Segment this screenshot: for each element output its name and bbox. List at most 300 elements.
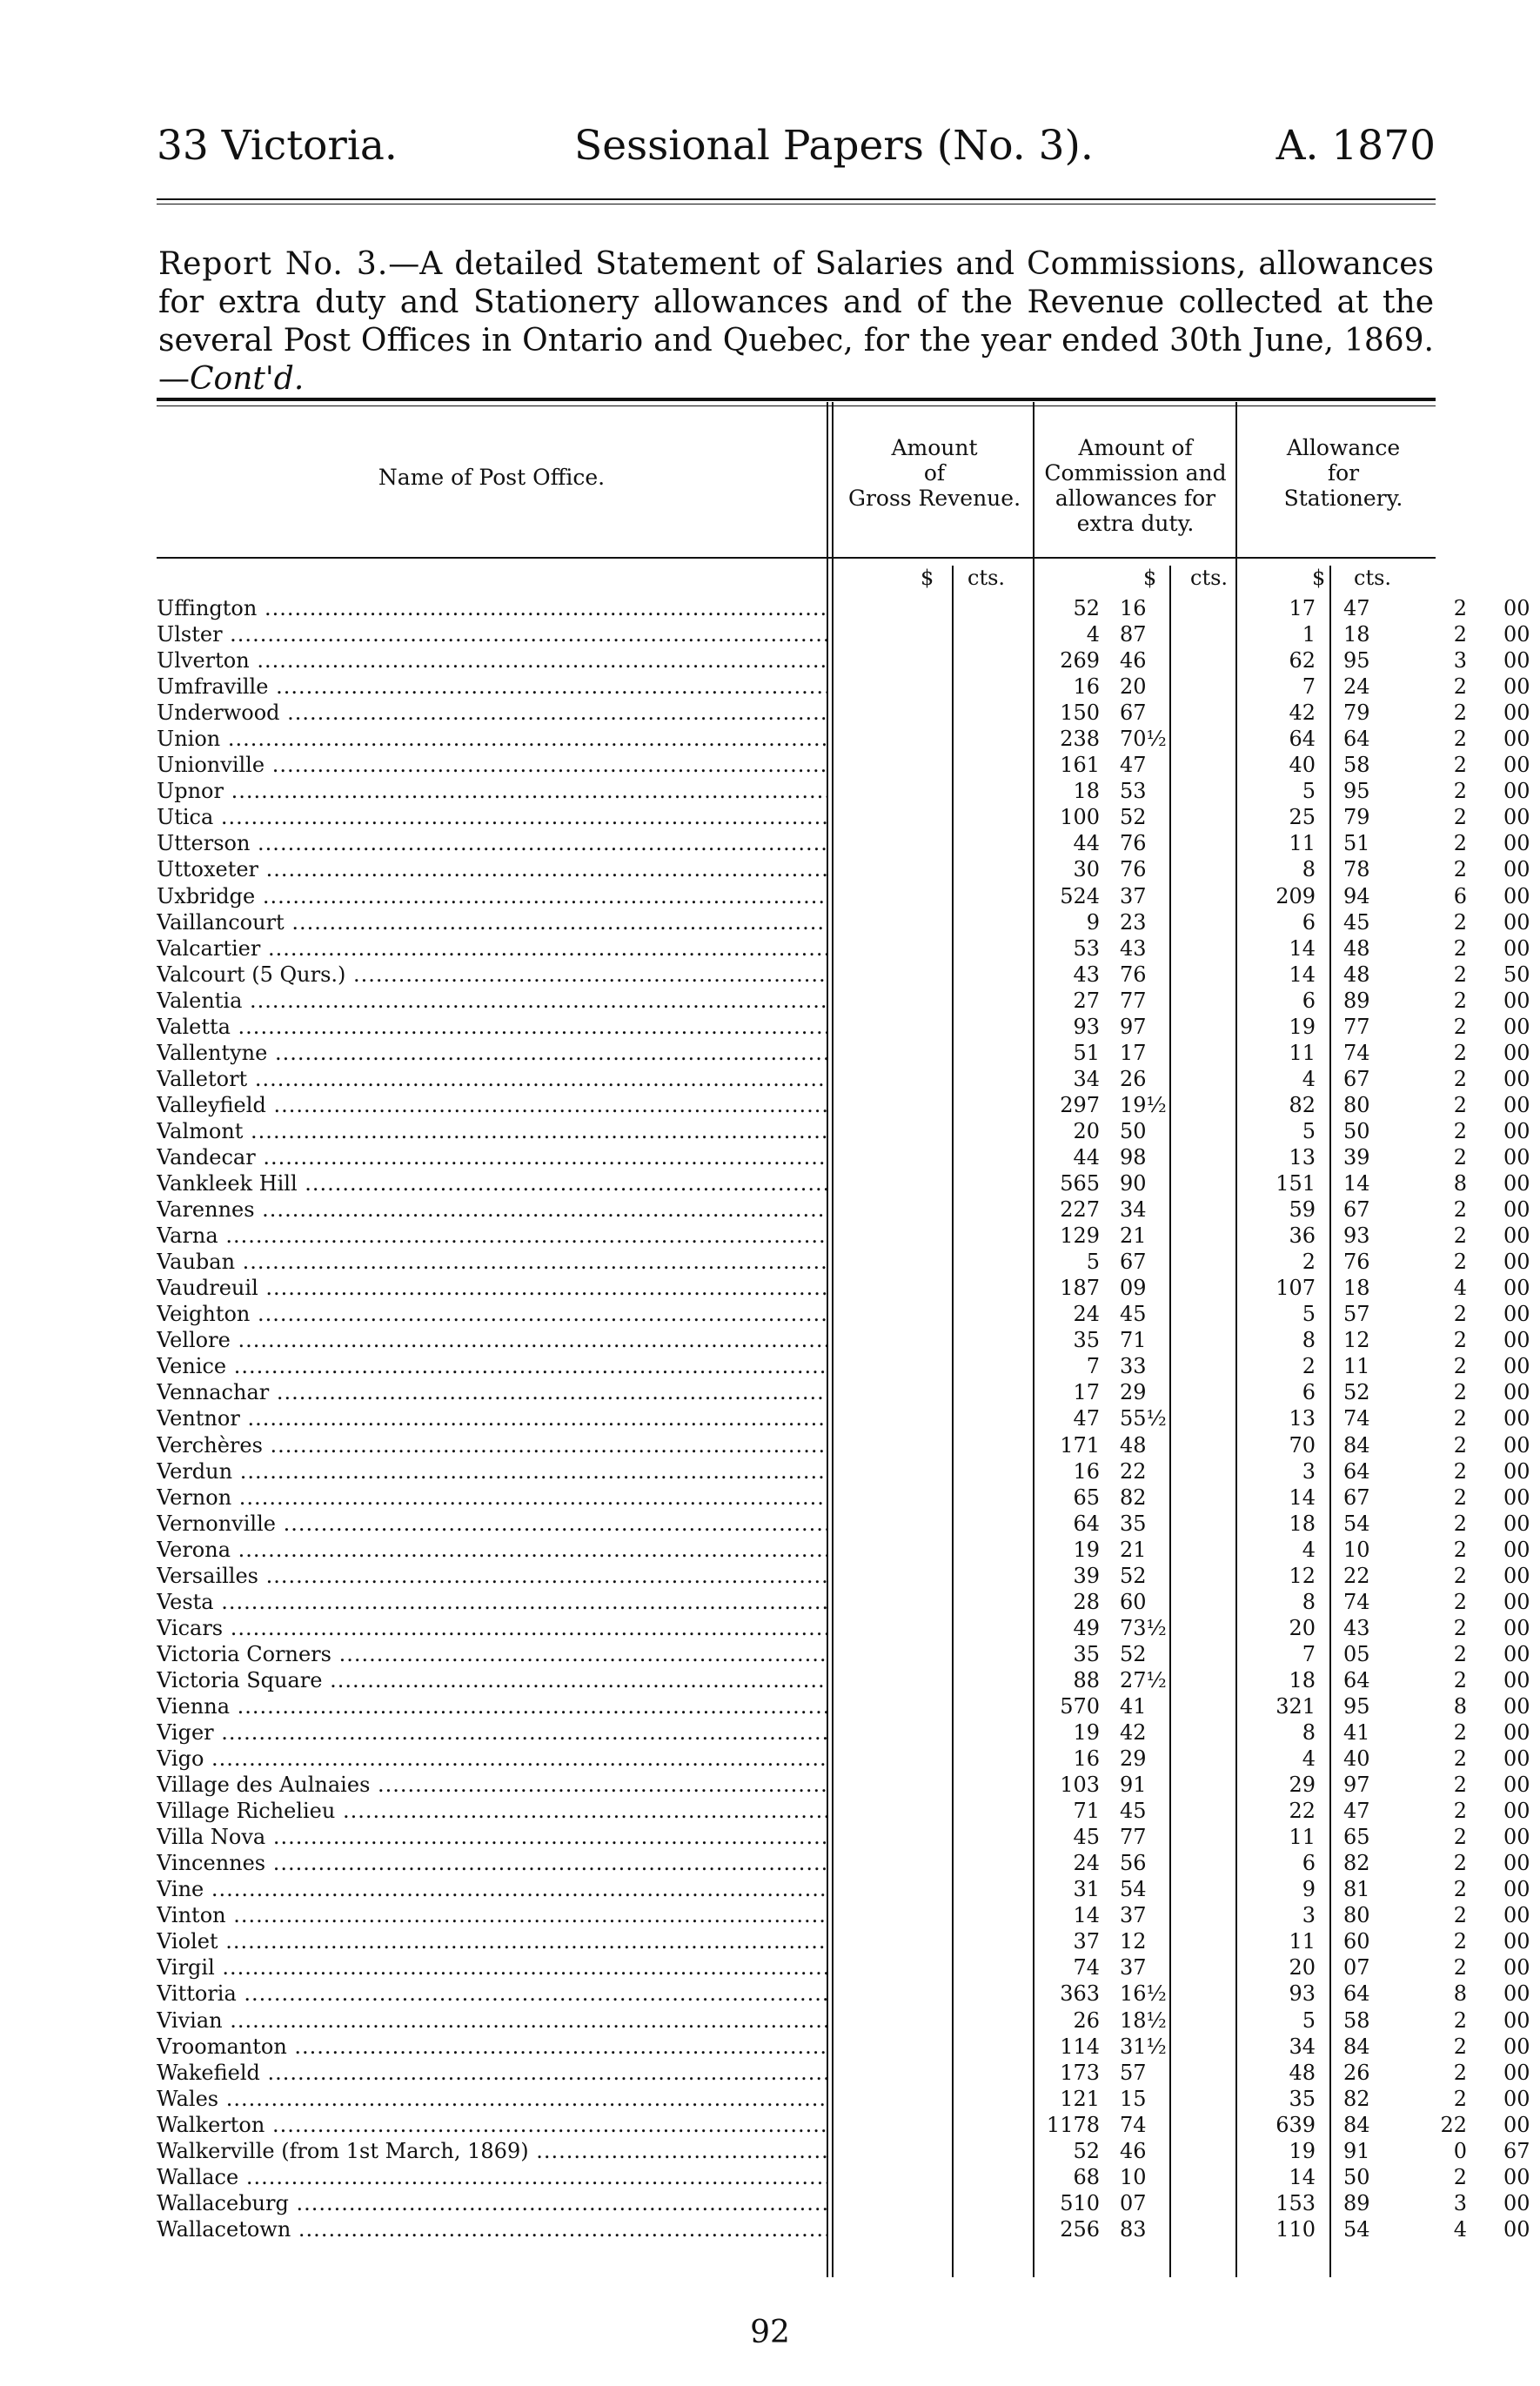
stationery-dollars: 2 [1453,1066,1467,1091]
gross-revenue-dollars: 93 [1073,1014,1100,1039]
gross-revenue-dollars: 187 [1060,1276,1100,1301]
post-office-name: Varna ..... [157,1223,828,1249]
commission-cents: 80 [1343,1903,1370,1928]
stationery-cents: 00 [1503,1851,1530,1876]
stationery-cents: 00 [1503,857,1530,882]
commission-cents: 11 [1343,1354,1370,1379]
post-office-name: Wallace ..... [157,2164,828,2190]
commission-cents: 64 [1343,1667,1370,1692]
commission-cents: 14 [1343,1171,1370,1196]
revenue-dollar-label: $ [921,566,934,590]
stationery-cents: 00 [1503,2216,1530,2242]
table-row [157,647,1530,674]
gross-revenue-dollars: 35 [1073,1641,1100,1666]
commission-cents: 95 [1343,648,1370,674]
commission-dollars: 36 [1289,1223,1316,1249]
commission-cents: 40 [1343,1746,1370,1772]
commission-dollars: 107 [1276,1276,1316,1301]
gross-revenue-dollars: 173 [1060,2060,1100,2085]
stationery-dollars: 2 [1453,700,1467,726]
commission-dollars: 14 [1289,935,1316,961]
stationery-cents: 00 [1503,1981,1530,2007]
commission-dollars: 110 [1276,2216,1316,2242]
gross-revenue-dollars: 7 [1086,1354,1100,1379]
stationery-dollars: 2 [1453,1328,1467,1353]
stationery-dollars: 2 [1453,1144,1467,1170]
running-head-left: 33 Victoria. [157,122,398,170]
commission-dollars: 8 [1302,1328,1316,1353]
gross-revenue-dollars: 510 [1060,2190,1100,2215]
commission-dollars: 62 [1289,648,1316,674]
post-office-name: Vroomanton ..... [157,2034,828,2060]
post-office-name: Vennachar ..... [157,1379,828,1405]
commission-dollars: 4 [1302,1066,1316,1091]
table-row [157,1170,1530,1196]
commission-cents: 58 [1343,753,1370,778]
stationery-cents: 00 [1503,596,1530,620]
gross-revenue-dollars: 5 [1086,1250,1100,1275]
table-row [157,1014,1530,1040]
gross-revenue-dollars: 52 [1073,596,1100,620]
table-row [157,1066,1530,1092]
gross-revenue-cents: 91 [1120,1773,1147,1798]
stationery-dollars: 0 [1453,2138,1467,2163]
commission-dollars: 35 [1289,2086,1316,2111]
post-office-name: Vinton ..... [157,1902,828,1928]
commission-dollars: 639 [1276,2112,1316,2137]
commission-cents: 89 [1343,2190,1370,2215]
stationery-dollars: 2 [1453,779,1467,804]
gross-revenue-cents: 35 [1120,1511,1147,1536]
header-gross-line: Gross Revenue. [847,486,1021,511]
commission-cents: 91 [1343,2138,1370,2163]
stationery-dollars: 2 [1453,1667,1467,1692]
stationery-cents: 00 [1503,1328,1530,1353]
table-row [157,621,1530,647]
gross-revenue-cents: 41 [1120,1693,1147,1719]
gross-revenue-dollars: 71 [1073,1799,1100,1824]
stationery-dollars: 2 [1453,1197,1467,1223]
gross-revenue-cents: 83 [1120,2216,1147,2242]
post-office-name: Valcartier ..... [157,935,828,962]
commission-dollars: 153 [1276,2190,1316,2215]
table-row [157,2034,1530,2060]
commission-dollars: 13 [1289,1144,1316,1170]
table-row [157,1432,1530,1458]
stationery-cents: 00 [1503,1406,1530,1431]
gross-revenue-dollars: 30 [1073,857,1100,882]
commission-cents: 82 [1343,2086,1370,2111]
stationery-dollars: 2 [1453,1223,1467,1249]
stationery-dollar-label: $ [1312,566,1326,590]
commission-cents: 12 [1343,1328,1370,1353]
post-office-name: Walkerton ..... [157,2112,828,2138]
commission-cents: 45 [1343,909,1370,935]
commission-dollars: 25 [1289,805,1316,830]
gross-revenue-dollars: 39 [1073,1563,1100,1588]
gross-revenue-dollars: 64 [1073,1511,1100,1536]
commission-dollars: 14 [1289,962,1316,987]
stationery-cents: 00 [1503,674,1530,700]
gross-revenue-cents: 73½ [1120,1615,1167,1640]
table-row [157,1092,1530,1118]
gross-revenue-dollars: 256 [1060,2216,1100,2242]
header-commission-line: extra duty. [1076,511,1195,536]
commission-dollars: 6 [1302,909,1316,935]
post-office-name: Uttoxeter ..... [157,856,828,882]
report-title [158,245,1434,399]
table-row [157,856,1530,882]
commission-dollars: 12 [1289,1563,1316,1588]
commission-cents: 54 [1343,2216,1370,2242]
stationery-dollars: 2 [1453,1929,1467,1954]
post-office-name: Vernonville ..... [157,1511,828,1537]
stationery-cents: 00 [1503,2112,1530,2137]
post-office-name: Varennes ..... [157,1196,828,1223]
post-office-name: Vesta ..... [157,1589,828,1615]
post-office-name: Vine ..... [157,1876,828,1902]
stationery-cents: 00 [1503,1693,1530,1719]
post-office-name: Valetta ..... [157,1014,828,1040]
commission-dollars: 4 [1302,1746,1316,1772]
report-label: Report No. 3. [158,246,389,282]
table-row [157,1798,1530,1824]
commission-dollars: 11 [1289,1040,1316,1065]
stationery-dollars: 2 [1453,1773,1467,1798]
gross-revenue-dollars: 20 [1073,1118,1100,1143]
stationery-cents: 00 [1503,935,1530,961]
commission-cents: 77 [1343,1014,1370,1039]
stationery-dollars: 2 [1453,1563,1467,1588]
stationery-cents: 00 [1503,1825,1530,1850]
stationery-cents: 00 [1503,831,1530,856]
commission-dollars: 209 [1276,883,1316,908]
stationery-dollars: 2 [1453,1537,1467,1562]
commission-cents: 51 [1343,831,1370,856]
commission-cents: 10 [1343,1537,1370,1562]
stationery-cents: 00 [1503,2086,1530,2111]
stationery-dollars: 2 [1453,1485,1467,1510]
stationery-dollars: 2 [1453,1014,1467,1039]
commission-cents: 05 [1343,1641,1370,1666]
commission-dollars: 19 [1289,2138,1316,2163]
gross-revenue-cents: 52 [1120,1563,1147,1588]
commission-dollars: 13 [1289,1406,1316,1431]
gross-revenue-dollars: 18 [1073,779,1100,804]
gross-revenue-cents: 29 [1120,1746,1147,1772]
commission-dollars: 6 [1302,1851,1316,1876]
gross-revenue-dollars: 227 [1060,1197,1100,1223]
stationery-cents: 00 [1503,1511,1530,1536]
commission-cents: 39 [1343,1144,1370,1170]
stationery-dollars: 2 [1453,1746,1467,1772]
gross-revenue-cents: 16 [1120,596,1147,620]
table-rule-top [157,398,1436,401]
stationery-cents: 00 [1503,1432,1530,1458]
commission-cents: 74 [1343,1589,1370,1614]
stationery-dollars: 2 [1453,805,1467,830]
commission-dollars: 3 [1302,1903,1316,1928]
commission-dollars: 8 [1302,1589,1316,1614]
gross-revenue-dollars: 65 [1073,1485,1100,1510]
gross-revenue-dollars: 68 [1073,2164,1100,2189]
gross-revenue-dollars: 1178 [1046,2112,1100,2137]
gross-revenue-cents: 67 [1120,700,1147,726]
gross-revenue-dollars: 24 [1073,1302,1100,1327]
table-row [157,752,1530,778]
post-office-name: Virgil ..... [157,1954,828,1981]
post-office-name: Vincennes ..... [157,1850,828,1876]
post-office-name: Underwood ..... [157,700,828,726]
gross-revenue-dollars: 37 [1073,1929,1100,1954]
commission-dollars: 20 [1289,1955,1316,1981]
stationery-cents: 00 [1503,2060,1530,2085]
commission-cents: 79 [1343,805,1370,830]
stationery-cents: 00 [1503,1171,1530,1196]
stationery-dollars: 2 [1453,1615,1467,1640]
stationery-cents: 00 [1503,1040,1530,1065]
commission-dollars: 19 [1289,1014,1316,1039]
stationery-cents: 00 [1503,700,1530,726]
header-commission-line: Amount of [1078,435,1193,460]
revenue-cents-label: cts. [968,566,1006,590]
table-row [157,1563,1530,1589]
table-row [157,674,1530,700]
commission-cents: 64 [1343,1458,1370,1484]
gross-revenue-cents: 46 [1120,2138,1147,2163]
commission-cents: 54 [1343,1511,1370,1536]
commission-dollars: 3 [1302,1458,1316,1484]
gross-revenue-cents: 17 [1120,1040,1147,1065]
gross-revenue-dollars: 4 [1086,622,1100,647]
gross-revenue-cents: 23 [1120,909,1147,935]
stationery-dollars: 2 [1453,1250,1467,1275]
gross-revenue-cents: 76 [1120,962,1147,987]
stationery-cents: 00 [1503,1302,1530,1327]
post-office-name: Vivian ..... [157,2007,828,2034]
gross-revenue-dollars: 16 [1073,1458,1100,1484]
gross-revenue-dollars: 171 [1060,1432,1100,1458]
table-row [157,2086,1530,2112]
commission-cents: 76 [1343,1250,1370,1275]
commission-dollars: 8 [1302,1720,1316,1746]
table-row [157,1327,1530,1353]
commission-cents: 41 [1343,1720,1370,1746]
gross-revenue-dollars: 17 [1073,1380,1100,1405]
commission-cents: 82 [1343,1851,1370,1876]
post-office-name: Violet ..... [157,1928,828,1954]
table-row [157,1458,1530,1485]
table-row [157,1118,1530,1144]
stationery-cents: 00 [1503,1014,1530,1039]
table-row [157,1040,1530,1066]
stationery-cents: 00 [1503,1615,1530,1640]
post-office-name: Valleyfield ..... [157,1092,828,1118]
header-commission-line: Commission and [1044,460,1227,486]
post-office-name: Upnor ..... [157,778,828,804]
post-office-name: Ulverton ..... [157,647,828,674]
table-row [157,1693,1530,1719]
gross-revenue-cents: 57 [1120,2060,1147,2085]
gross-revenue-cents: 98 [1120,1144,1147,1170]
stationery-cents: 00 [1503,648,1530,674]
gross-revenue-dollars: 565 [1060,1171,1100,1196]
stationery-dollars: 2 [1453,909,1467,935]
stationery-dollars: 6 [1453,883,1467,908]
commission-cents: 24 [1343,674,1370,700]
post-office-name: Vankleek Hill ..... [157,1170,828,1196]
stationery-dollars: 2 [1453,962,1467,987]
stationery-cents: 00 [1503,2034,1530,2059]
gross-revenue-dollars: 100 [1060,805,1100,830]
commission-dollars: 18 [1289,1511,1316,1536]
post-office-name: Vicars ..... [157,1615,828,1641]
gross-revenue-cents: 37 [1120,1903,1147,1928]
gross-revenue-dollars: 16 [1073,1746,1100,1772]
table-row [157,1275,1530,1301]
gross-revenue-cents: 10 [1120,2164,1147,2189]
commission-dollars: 5 [1302,2007,1316,2033]
gross-revenue-cents: 18½ [1120,2007,1167,2033]
commission-cents: 64 [1343,1981,1370,2007]
commission-dollars: 8 [1302,857,1316,882]
stationery-cents: 00 [1503,1458,1530,1484]
gross-revenue-cents: 54 [1120,1877,1147,1902]
commission-cents: 58 [1343,2007,1370,2033]
gross-revenue-dollars: 238 [1060,727,1100,752]
post-office-name: Wakefield ..... [157,2060,828,2086]
commission-cents: 67 [1343,1197,1370,1223]
gross-revenue-dollars: 88 [1073,1667,1100,1692]
gross-revenue-dollars: 14 [1073,1903,1100,1928]
table-row [157,1589,1530,1615]
table-row [157,595,1530,621]
stationery-cents: 00 [1503,1955,1530,1981]
gross-revenue-cents: 52 [1120,805,1147,830]
commission-dollars: 9 [1302,1877,1316,1902]
header-rule-top [157,198,1436,200]
table-row [157,1223,1530,1249]
post-office-name: Utterson ..... [157,830,828,856]
commission-cents: 94 [1343,883,1370,908]
gross-revenue-cents: 71 [1120,1328,1147,1353]
stationery-dollars: 3 [1453,648,1467,674]
post-office-name: Vaillancourt ..... [157,909,828,935]
gross-revenue-dollars: 49 [1073,1615,1100,1640]
table-row [157,1719,1530,1746]
stationery-dollars: 8 [1453,1981,1467,2007]
table-row [157,830,1530,856]
gross-revenue-cents: 07 [1120,2190,1147,2215]
post-office-name: Vauban ..... [157,1249,828,1275]
commission-dollars: 48 [1289,2060,1316,2085]
stationery-dollars: 2 [1453,1955,1467,1981]
gross-revenue-dollars: 161 [1060,753,1100,778]
table-row [157,1772,1530,1798]
table-row [157,1196,1530,1223]
stationery-cents: 00 [1503,1773,1530,1798]
stationery-cents: 00 [1503,909,1530,935]
post-office-name: Victoria Corners ..... [157,1641,828,1667]
post-office-name: Ulster ..... [157,621,828,647]
table-row [157,1485,1530,1511]
commission-cents: 80 [1343,1092,1370,1117]
stationery-dollars: 2 [1453,1799,1467,1824]
table-row [157,2060,1530,2086]
report-description: —A detailed Statement of Salaries and Commissions, allowances for extra duty and Stationery allowances and of the Revenue collected at the several Post Offices in Ontario and Quebec, for the year ended 30th June, 1869.— [158,246,1434,397]
gross-revenue-dollars: 9 [1086,909,1100,935]
stationery-cents: 00 [1503,622,1530,647]
gross-revenue-cents: 37 [1120,1955,1147,1981]
table-row [157,2138,1530,2164]
stationery-dollars: 2 [1453,935,1467,961]
stationery-dollars: 2 [1453,1851,1467,1876]
stationery-dollars: 2 [1453,2164,1467,2189]
commission-dollars: 42 [1289,700,1316,726]
gross-revenue-dollars: 44 [1073,1144,1100,1170]
gross-revenue-cents: 60 [1120,1589,1147,1614]
post-office-name: Unionville ..... [157,752,828,778]
stationery-dollars: 2 [1453,2086,1467,2111]
commission-dollars: 70 [1289,1432,1316,1458]
stationery-cents: 00 [1503,1485,1530,1510]
commission-cents: 84 [1343,2112,1370,2137]
table-row [157,726,1530,752]
gross-revenue-cents: 16½ [1120,1981,1167,2007]
stationery-cents: 00 [1503,1903,1530,1928]
header-gross-line: of [923,460,946,486]
commission-dollars: 7 [1302,674,1316,700]
gross-revenue-dollars: 45 [1073,1825,1100,1850]
post-office-name: Vernon ..... [157,1485,828,1511]
post-office-name: Vaudreuil ..... [157,1275,828,1301]
gross-revenue-dollars: 31 [1073,1877,1100,1902]
table-row [157,1353,1530,1379]
gross-revenue-cents: 20 [1120,674,1147,700]
stationery-dollars: 2 [1453,2060,1467,2085]
gross-revenue-dollars: 297 [1060,1092,1100,1117]
post-office-name: Wales ..... [157,2086,828,2112]
table-row [157,935,1530,962]
commission-cents: 74 [1343,1040,1370,1065]
stationery-dollars: 22 [1440,2112,1467,2137]
table-rule-top-thin [157,405,1436,406]
commission-dollars: 6 [1302,1380,1316,1405]
commission-dollars: 17 [1289,596,1316,620]
table-row [157,2190,1530,2216]
gross-revenue-dollars: 47 [1073,1406,1100,1431]
post-office-name: Valmont ..... [157,1118,828,1144]
running-head-center: Sessional Papers (No. 3). [574,122,1094,170]
stationery-cents: 00 [1503,2007,1530,2033]
commission-dollars: 20 [1289,1615,1316,1640]
commission-dollars: 11 [1289,831,1316,856]
gross-revenue-dollars: 74 [1073,1955,1100,1981]
post-office-name: Village Richelieu ..... [157,1798,828,1824]
commission-cents: 48 [1343,935,1370,961]
gross-revenue-cents: 33 [1120,1354,1147,1379]
gross-revenue-dollars: 103 [1060,1773,1100,1798]
stationery-dollars: 2 [1453,1877,1467,1902]
header-gross-revenue [835,435,1034,511]
gross-revenue-cents: 77 [1120,988,1147,1013]
stationery-cents: 00 [1503,1223,1530,1249]
stationery-cents: 00 [1503,1589,1530,1614]
stationery-dollars: 4 [1453,2216,1467,2242]
gross-revenue-cents: 45 [1120,1799,1147,1824]
header-stationery-line: Allowance [1286,435,1401,460]
stationery-cents: 00 [1503,805,1530,830]
